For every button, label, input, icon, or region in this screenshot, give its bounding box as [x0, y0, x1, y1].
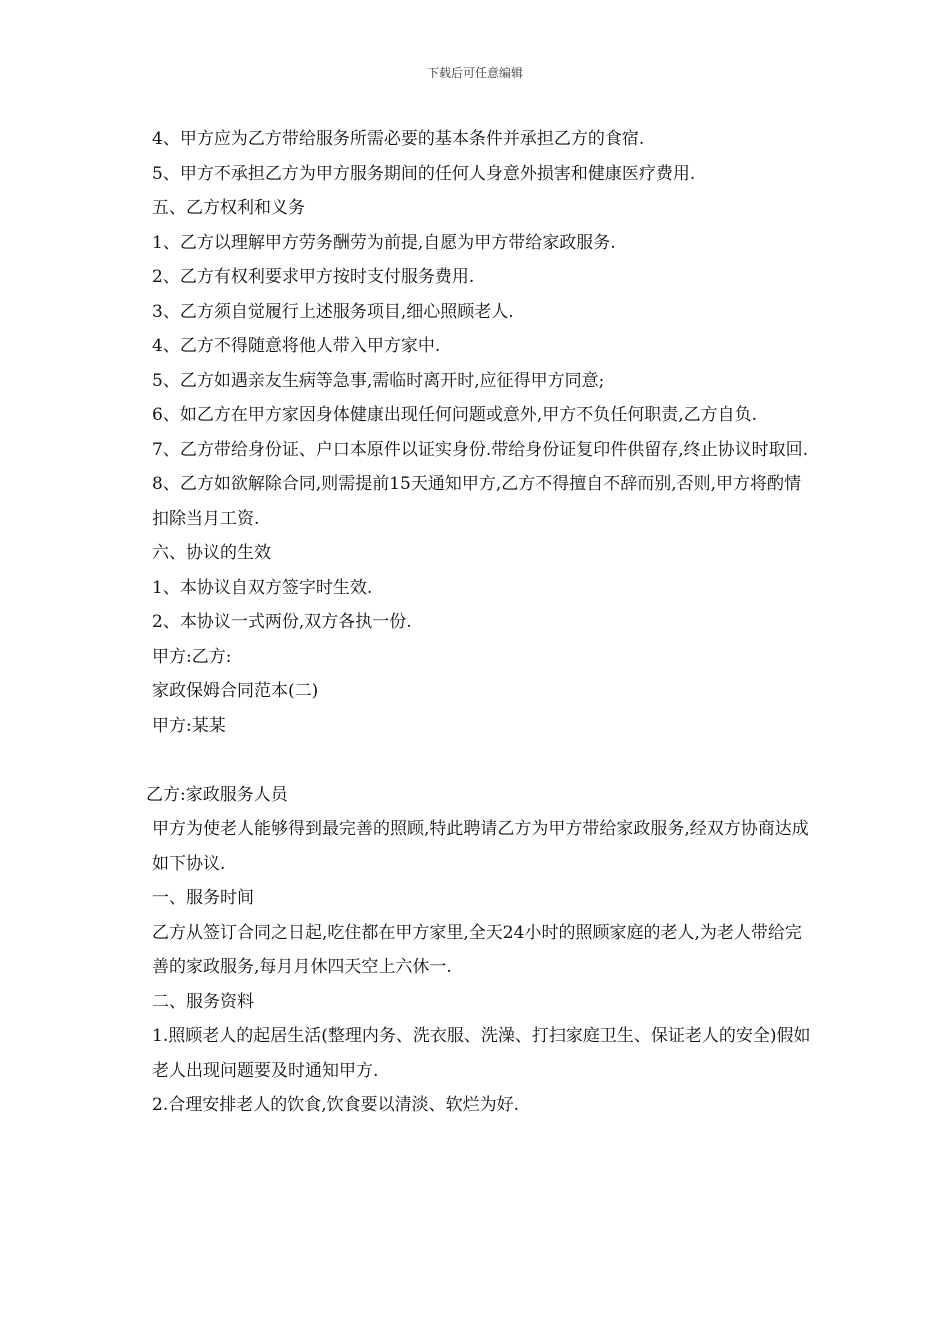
document-body	[146, 122, 811, 1123]
section-heading: 一、服务时间	[152, 888, 254, 908]
paragraph: 4、乙方不得随意将他人带入甲方家中.	[152, 336, 441, 356]
paragraph: 甲方为使老人能够得到最完善的照顾,特此聘请乙方为甲方带给家政服务,经双方协商达成如下协议.	[152, 819, 809, 874]
paragraph: 4、甲方应为乙方带给服务所需必要的基本条件并承担乙方的食宿.	[152, 129, 645, 149]
section-heading: 五、乙方权利和义务	[152, 198, 305, 218]
paragraph: 1.照顾老人的起居生活(整理内务、洗衣服、洗澡、打扫家庭卫生、保证老人的安全)假如老人出现问题要及时通知甲方.	[152, 1026, 811, 1081]
party-b-line: 乙方:家政服务人员	[146, 784, 288, 805]
paragraph: 2、本协议一式两份,双方各执一份.	[152, 612, 412, 632]
blank-line	[146, 743, 811, 778]
paragraph: 5、甲方不承担乙方为甲方服务期间的任何人身意外损害和健康医疗费用.	[152, 163, 696, 184]
paragraph: 3、乙方须自觉履行上述服务项目,细心照顾老人.	[152, 301, 514, 322]
section-heading: 六、协议的生效	[152, 543, 271, 563]
paragraph: 7、乙方带给身份证、户口本原件以证实身份.带给身份证复印件供留存,终止协议时取回.	[152, 439, 809, 460]
document-title: 家政保姆合同范本(二)	[152, 681, 319, 701]
section-heading: 二、服务资料	[152, 991, 254, 1012]
paragraph: 5、乙方如遇亲友生病等急事,需临时离开时,应征得甲方同意;	[152, 370, 605, 391]
signature-line: 甲方:乙方:	[152, 646, 232, 667]
paragraph: 8、乙方如欲解除合同,则需提前15天通知甲方,乙方不得擅自不辞而别,否则,甲方将酌情扣除当月工资.	[152, 474, 802, 529]
paragraph: 2、乙方有权利要求甲方按时支付服务费用.	[152, 267, 475, 287]
paragraph: 1、乙方以理解甲方劳务酬劳为前提,自愿为甲方带给家政服务.	[152, 232, 616, 253]
paragraph: 6、如乙方在甲方家因身体健康出现任何问题或意外,甲方不负任何职责,乙方自负.	[152, 405, 758, 425]
paragraph: 乙方从签订合同之日起,吃住都在甲方家里,全天24小时的照顾家庭的老人,为老人带给完善的家政服务,每月月休四天空上六休一.	[152, 922, 802, 977]
party-a-line: 甲方:某某	[152, 715, 226, 736]
paragraph: 2.合理安排老人的饮食,饮食要以清淡、软烂为好.	[152, 1095, 520, 1115]
paragraph: 1、本协议自双方签字时生效.	[152, 577, 373, 598]
page-header: 下载后可任意编辑	[426, 66, 523, 80]
